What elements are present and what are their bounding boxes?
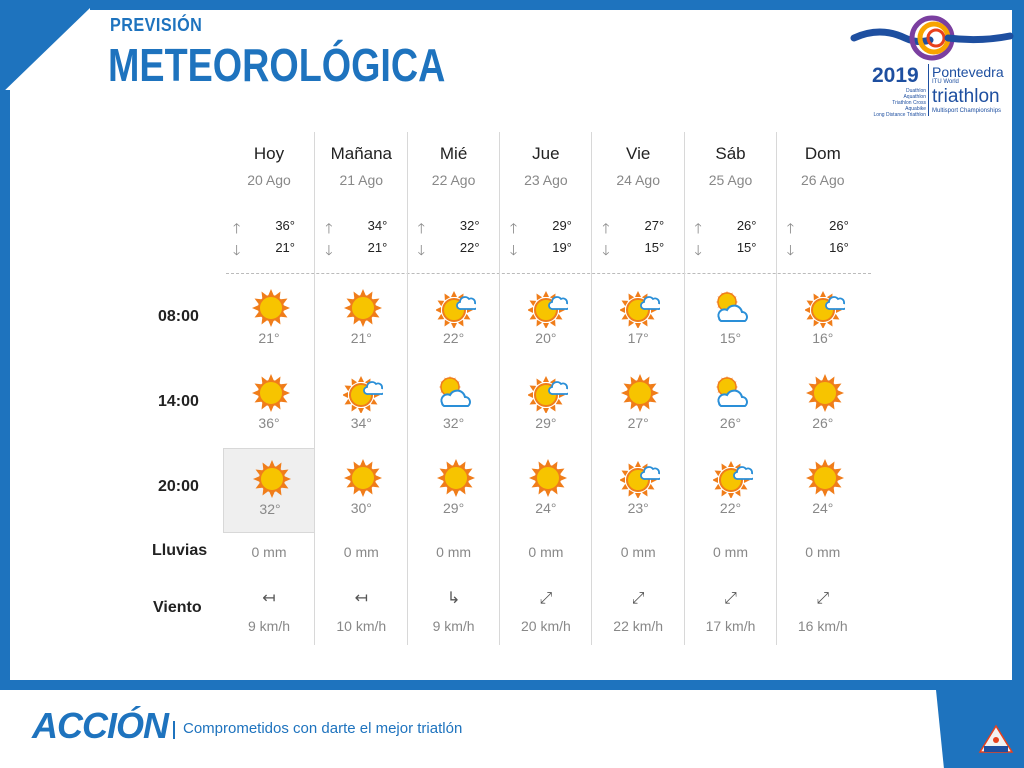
min-temp-value: 22° [459, 240, 480, 255]
hour-temp: 27° [627, 415, 649, 431]
wind-speed: 17 km/h [705, 618, 756, 634]
forecast-cell [500, 448, 592, 533]
max-temp [510, 218, 580, 236]
frame-left-border [0, 90, 10, 690]
sun-with-cloud-icon [343, 373, 383, 413]
wind-direction-icon: ↤ [354, 588, 368, 607]
row-label-2000: 20:00 [158, 478, 199, 495]
wind-speed: 20 km/h [520, 618, 571, 634]
sun-with-cloud-icon [528, 373, 568, 413]
frame-top-border [90, 0, 1024, 10]
forecast-cell [408, 363, 500, 448]
min-temp [602, 240, 672, 258]
forecast-cell [223, 448, 315, 533]
footer-brand-logo: ACCIÓN [32, 705, 168, 746]
forecast-cell [315, 363, 407, 448]
day-name: Hoy [253, 144, 285, 163]
logo-event: Aquathlon [903, 94, 926, 100]
hour-temp: 32° [443, 415, 465, 431]
max-temp-value: 29° [552, 218, 572, 233]
arrow-up-icon: 🡑 [325, 220, 333, 236]
forecast-cell [500, 363, 592, 448]
rain-amount: 0 mm [528, 544, 564, 560]
day-column [592, 130, 684, 645]
max-temp [233, 218, 303, 236]
arrow-down-icon: 🡓 [325, 242, 333, 258]
hour-temp: 32° [259, 501, 281, 517]
logo-year: 2019 [872, 64, 919, 87]
logo-itu: ITU World [932, 79, 959, 85]
max-temp-value: 36° [275, 218, 295, 233]
max-temp-value: 32° [459, 218, 480, 233]
arrow-up-icon: 🡑 [786, 220, 795, 236]
sunny-icon [620, 373, 660, 413]
day-date: 20 Ago [247, 172, 291, 188]
logo-event: Long Distance Triathlon [873, 112, 926, 118]
arrow-down-icon: 🡓 [602, 242, 610, 258]
arrow-up-icon: 🡑 [509, 220, 518, 236]
max-temp [787, 218, 857, 236]
frame-corner-top-left [0, 0, 90, 100]
logo-event: Triathlon Cross [892, 100, 926, 106]
day-name: Mié [439, 144, 468, 163]
wind-direction-icon: ⤢ [816, 588, 830, 607]
rain-amount: 0 mm [805, 544, 841, 560]
max-temp-value: 27° [644, 218, 665, 233]
forecast-cell [685, 363, 777, 448]
arrow-up-icon: 🡑 [417, 220, 425, 236]
min-temp [418, 240, 488, 258]
sun-with-cloud-icon [436, 288, 476, 328]
logo-championships: Multisport Championships [932, 108, 1002, 114]
sun-with-cloud-icon [620, 288, 660, 328]
max-temp [325, 218, 395, 236]
day-column [223, 130, 315, 645]
logo-event: Duathlon [905, 88, 926, 94]
day-column [315, 130, 407, 645]
wind-speed: 16 km/h [797, 618, 848, 634]
hour-temp: 23° [627, 500, 649, 516]
hour-temp: 26° [719, 415, 742, 431]
hour-temp: 16° [812, 330, 834, 346]
forecast-cell [685, 448, 777, 533]
sunny-icon [251, 373, 291, 413]
hour-temp: 21° [350, 330, 372, 346]
max-temp-value: 34° [367, 218, 388, 233]
logo-event: Aquabike [905, 106, 926, 112]
hour-temp: 29° [443, 500, 465, 516]
min-temp [325, 240, 395, 258]
hour-temp: 26° [812, 415, 834, 431]
sun-with-cloud-icon [713, 458, 753, 498]
forecast-cell [777, 278, 869, 363]
row-label-rain: Lluvias [152, 542, 208, 559]
sunny-icon [252, 459, 292, 499]
max-temp [602, 218, 672, 236]
day-column [777, 130, 869, 645]
arrow-up-icon: 🡑 [694, 220, 702, 236]
min-temp-value: 19° [552, 240, 572, 255]
day-column [408, 130, 500, 645]
cloud-with-sun-icon [436, 373, 476, 413]
mini-triathlon-logo-icon [978, 722, 1014, 762]
footer-separator [173, 721, 175, 739]
day-date: 24 Ago [616, 172, 660, 188]
sunny-icon [805, 373, 845, 413]
forecast-cell [500, 278, 592, 363]
cloud-with-sun-icon [713, 288, 753, 328]
forecast-cell [592, 363, 684, 448]
logo-city: Pontevedra [932, 64, 1004, 80]
frame-bottom-border [0, 680, 940, 690]
day-date: 25 Ago [708, 172, 753, 188]
min-temp [787, 240, 857, 258]
wind-direction-icon: ↤ [262, 588, 276, 607]
wind-speed: 22 km/h [613, 618, 664, 634]
sunny-icon [343, 288, 383, 328]
row-label-wind: Viento [153, 599, 202, 616]
forecast-table [118, 130, 868, 645]
min-temp-value: 15° [644, 240, 665, 255]
hour-temp: 17° [627, 330, 649, 346]
forecast-cell [315, 278, 407, 363]
logo-brand: triathlon [932, 86, 1000, 107]
hour-temp: 24° [535, 500, 557, 516]
arrow-up-icon: 🡑 [602, 220, 610, 236]
hour-temp: 22° [719, 500, 742, 516]
max-temp-value: 26° [736, 218, 757, 233]
arrow-down-icon: 🡓 [233, 242, 241, 258]
wind-direction-icon: ⤢ [539, 588, 553, 607]
day-date: 22 Ago [431, 172, 476, 188]
event-logo [850, 12, 1015, 124]
row-label-0800: 08:00 [158, 308, 199, 325]
sunny-icon [528, 458, 568, 498]
day-name: Vie [626, 144, 651, 163]
wind-direction-icon: ⤢ [631, 588, 645, 607]
wind-speed: 9 km/h [432, 618, 475, 634]
forecast-cell [408, 448, 500, 533]
day-date: 23 Ago [524, 172, 568, 188]
forecast-cell [777, 363, 869, 448]
min-temp-value: 15° [736, 240, 757, 255]
arrow-down-icon: 🡓 [786, 242, 795, 258]
arrow-down-icon: 🡓 [417, 242, 425, 258]
arrow-down-icon: 🡓 [694, 242, 702, 258]
min-temp-value: 16° [829, 240, 849, 255]
day-name: Sáb [715, 144, 746, 163]
header-subtitle: PREVISIÓN [110, 15, 203, 35]
day-date: 21 Ago [339, 172, 384, 188]
min-temp [510, 240, 580, 258]
hour-temp: 21° [258, 330, 280, 346]
hour-temp: 20° [535, 330, 557, 346]
forecast-cell [592, 278, 684, 363]
day-column [685, 130, 777, 645]
day-name: Jue [532, 144, 560, 163]
rain-amount: 0 mm [343, 544, 379, 560]
rain-amount: 0 mm [436, 544, 472, 560]
row-label-1400: 14:00 [158, 393, 199, 410]
hour-temp: 36° [258, 415, 280, 431]
min-temp-value: 21° [367, 240, 388, 255]
min-temp-value: 21° [275, 240, 295, 255]
footer-tagline: Comprometidos con darte el mejor triatlón [183, 720, 463, 737]
wind-speed: 9 km/h [247, 618, 290, 634]
hour-temp: 22° [443, 330, 465, 346]
sun-with-cloud-icon [805, 288, 845, 328]
wind-direction-icon: ↳ [446, 588, 461, 607]
max-temp [695, 218, 765, 236]
min-temp [695, 240, 765, 258]
hour-temp: 15° [719, 330, 742, 346]
sun-with-cloud-icon [620, 458, 660, 498]
rain-amount: 0 mm [713, 544, 748, 560]
day-date: 26 Ago [800, 172, 845, 188]
logo-events-list [850, 88, 926, 118]
wind-direction-icon: ⤢ [724, 588, 737, 607]
forecast-cell [223, 363, 315, 448]
page-title: METEOROLÓGICA [108, 39, 446, 91]
sunny-icon [251, 288, 291, 328]
arrow-up-icon: 🡑 [233, 220, 241, 236]
hour-temp: 29° [535, 415, 557, 431]
rain-amount: 0 mm [620, 544, 656, 560]
logo-divider [928, 64, 929, 116]
sun-with-cloud-icon [528, 288, 568, 328]
day-name: Dom [804, 144, 841, 163]
sunny-icon [436, 458, 476, 498]
rain-amount: 0 mm [251, 544, 287, 560]
min-temp [233, 240, 303, 258]
cloud-with-sun-icon [713, 373, 753, 413]
forecast-cell [223, 278, 315, 363]
forecast-cell [592, 448, 684, 533]
arrow-down-icon: 🡓 [509, 242, 518, 258]
wind-speed: 10 km/h [336, 618, 387, 634]
sunny-icon [343, 458, 383, 498]
hour-temp: 30° [350, 500, 372, 516]
hour-temp: 24° [812, 500, 834, 516]
forecast-cell [777, 448, 869, 533]
day-name: Mañana [330, 144, 393, 163]
max-temp [418, 218, 488, 236]
max-temp-value: 26° [829, 218, 849, 233]
triathlon-swirl-icon [850, 12, 1015, 64]
day-column [500, 130, 592, 645]
forecast-cell [408, 278, 500, 363]
sunny-icon [805, 458, 845, 498]
hour-temp: 34° [350, 415, 372, 431]
forecast-cell [315, 448, 407, 533]
forecast-cell [685, 278, 777, 363]
